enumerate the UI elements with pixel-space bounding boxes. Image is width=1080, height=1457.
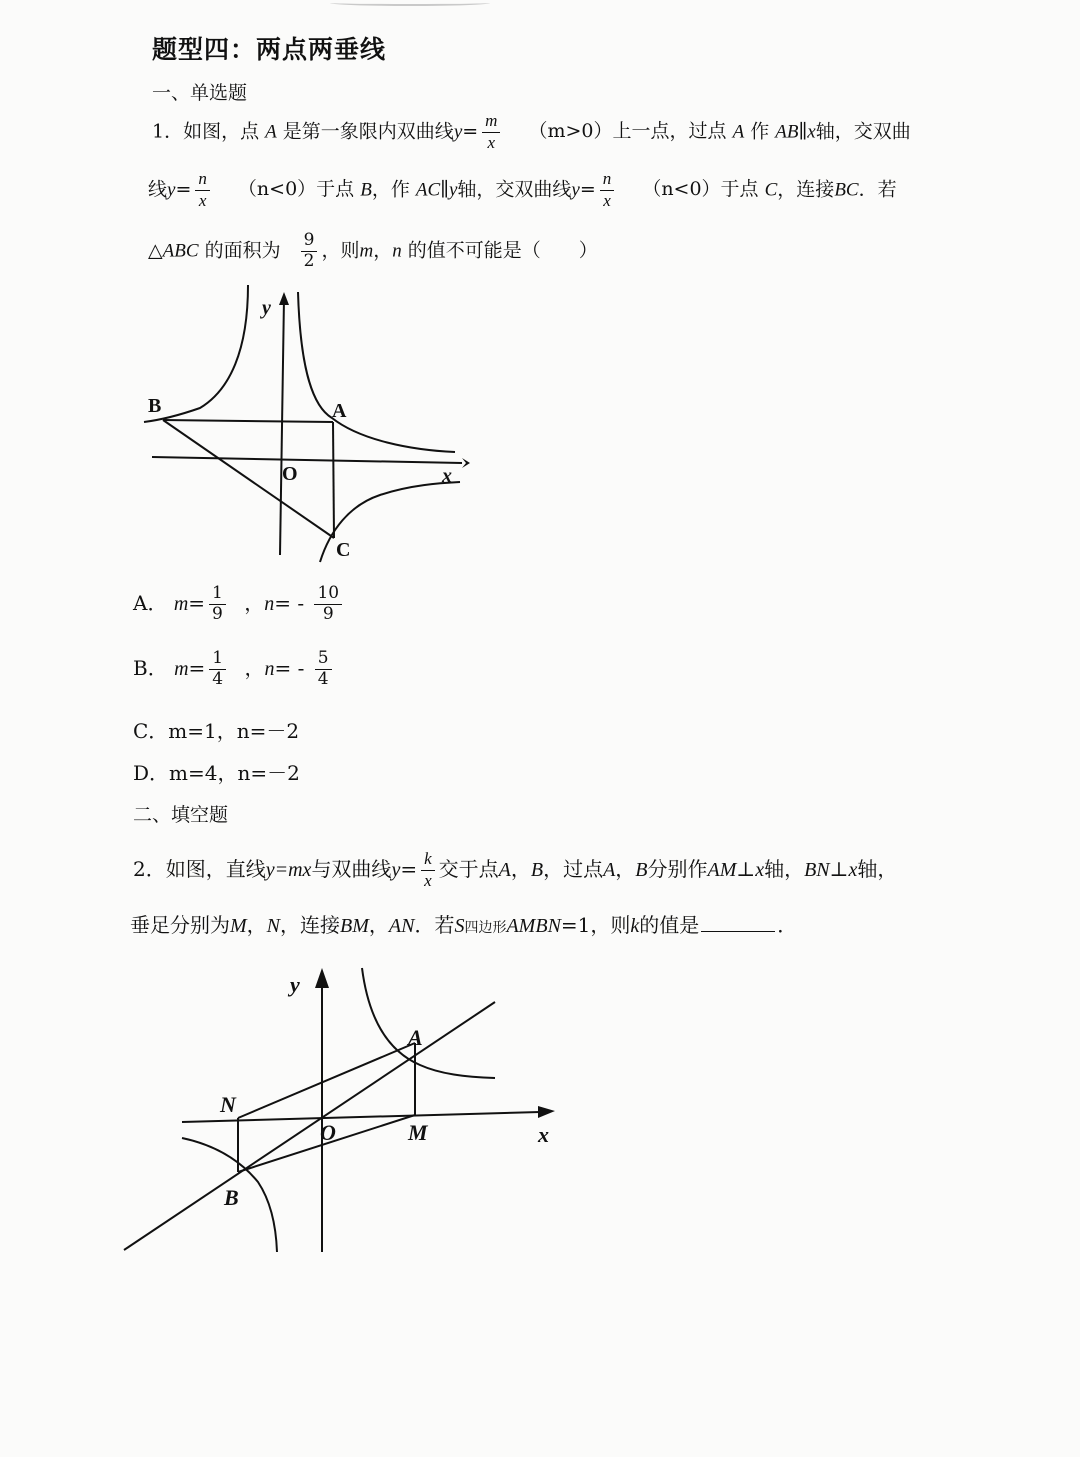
option-text: ， xyxy=(244,590,265,615)
q2-text: = xyxy=(400,856,418,881)
segment-AC xyxy=(333,422,334,538)
q1-var: ABC xyxy=(162,240,199,262)
q1-text: 轴，交双曲线 xyxy=(457,178,572,201)
q2-var: k xyxy=(630,915,640,937)
q1-text: 轴，交双曲 xyxy=(815,120,911,143)
q1-text: = xyxy=(175,178,192,201)
fig1-label-y: y xyxy=(262,297,271,319)
frac-num: n xyxy=(198,169,207,188)
fraction-9-over-2 xyxy=(301,232,318,271)
q1-var: AB xyxy=(775,121,799,143)
fraction-m-over-x xyxy=(482,112,500,153)
q2-text: ．若 xyxy=(414,913,455,937)
q2-var: A xyxy=(603,858,616,881)
option-var: m xyxy=(173,592,189,615)
option-var: n xyxy=(264,592,275,615)
frac-den: 9 xyxy=(322,603,334,624)
q1-var: y xyxy=(448,179,458,201)
option-text: = xyxy=(188,590,206,615)
q2-var: AM⊥x xyxy=(707,858,765,881)
q2-var: S xyxy=(454,915,465,937)
frac-num: 1 xyxy=(209,650,226,670)
q2-text: 轴， xyxy=(857,856,898,881)
fig2-label-M: M xyxy=(408,1120,428,1145)
option-text: ， xyxy=(244,655,265,680)
frac-den: 2 xyxy=(303,250,315,271)
q1-var: n xyxy=(392,240,402,262)
q2-var: y xyxy=(391,858,401,881)
q1-var: BC xyxy=(834,179,859,201)
q1-text: 线 xyxy=(148,178,168,201)
option-label: B． xyxy=(133,655,168,680)
fig1-label-B: B xyxy=(148,395,162,417)
q1-var: B xyxy=(360,179,372,201)
section-heading-fill-blank: 二、填空题 xyxy=(133,804,229,826)
fig2-label-x: x xyxy=(538,1122,549,1147)
frac-num: m xyxy=(485,111,498,130)
frac-den: 4 xyxy=(317,668,329,689)
question-1-line-2 xyxy=(148,170,897,211)
q1-text: = xyxy=(462,120,479,143)
q2-text: ， xyxy=(510,856,531,881)
q2-text: 交于点 xyxy=(438,856,499,881)
q2-text: 分别作 xyxy=(647,856,708,881)
question-1-line-1 xyxy=(152,112,911,153)
q1-var: AC xyxy=(415,179,441,201)
q1-var: y xyxy=(167,179,176,201)
frac-den: 9 xyxy=(212,603,223,624)
segment-BC xyxy=(163,420,334,538)
question-2-line-2 xyxy=(130,915,797,936)
q1-text: ∥ xyxy=(440,178,449,201)
q1-text: （m>0）上一点，过点 xyxy=(528,120,727,143)
q1-text: （n<0）于点 xyxy=(642,178,759,201)
frac-den: x xyxy=(603,190,611,210)
fig1-label-O: O xyxy=(282,463,298,485)
frac-num: 10 xyxy=(314,585,342,605)
x-axis-arrow xyxy=(538,1106,555,1118)
q1-text: 1．如图，点 xyxy=(152,120,260,143)
fig1-label-A: A xyxy=(332,400,347,422)
q1-text: = xyxy=(579,178,596,201)
option-label: A． xyxy=(133,590,168,615)
segment-AB xyxy=(163,420,333,422)
q1-text: （n<0）于点 xyxy=(237,178,355,201)
fraction xyxy=(315,650,332,689)
q2-var: B xyxy=(635,858,648,881)
q1-text: ∥ xyxy=(798,120,808,143)
q1-text: 的面积为 xyxy=(204,239,281,262)
q1-text: ，作 xyxy=(371,178,410,201)
answer-blank[interactable] xyxy=(701,931,775,932)
fraction xyxy=(209,585,226,624)
hyperbola-branch-first-quadrant xyxy=(362,968,495,1078)
fig2-label-B: B xyxy=(224,1185,239,1210)
fraction-n-over-x xyxy=(600,170,615,211)
q2-text: 2．如图，直线 xyxy=(133,856,266,881)
option-text: = xyxy=(188,655,206,680)
frac-num: 9 xyxy=(301,232,318,252)
q1-var: A xyxy=(265,121,277,143)
q1-var: A xyxy=(732,121,745,143)
x-axis xyxy=(152,457,462,463)
q1-text: 作 xyxy=(750,120,770,143)
q2-text: 垂足分别为 xyxy=(130,913,230,937)
x-axis-arrow xyxy=(462,458,470,468)
q1-text: 的值不可能是（ ） xyxy=(407,239,598,262)
fraction xyxy=(314,585,342,624)
q1-var: C xyxy=(764,179,778,201)
q1-var: y xyxy=(571,179,580,201)
q2-text: 轴， xyxy=(764,856,805,881)
q1-text: ，则 xyxy=(321,239,360,262)
q2-var: A xyxy=(498,858,511,881)
fraction xyxy=(209,650,226,689)
hyperbola-m-branch xyxy=(298,292,455,452)
fig2-label-A: A xyxy=(408,1025,423,1050)
q2-var: y=mx xyxy=(265,858,312,881)
fraction-n-over-x xyxy=(195,170,210,211)
q1-var: x xyxy=(807,121,816,143)
q2-text: =1，则 xyxy=(560,913,631,937)
frac-num: k xyxy=(424,849,432,868)
frac-num: n xyxy=(602,169,612,188)
option-var: m xyxy=(174,657,189,680)
figure-1-hyperbola-diagram xyxy=(130,280,490,580)
section-heading-single-choice: 一、单选题 xyxy=(152,82,248,104)
q2-var: N xyxy=(266,915,281,937)
option-A[interactable]: A． m= $\frac{1}{9}$ ，n= - $\frac{10}{9}$ xyxy=(133,585,346,624)
fig2-label-N: N xyxy=(220,1092,236,1117)
y-axis xyxy=(280,298,284,555)
q2-text: 的值是 xyxy=(639,913,700,937)
frac-num: 5 xyxy=(315,650,332,670)
q1-text: ．若 xyxy=(858,178,897,201)
q2-var: BN⊥x xyxy=(804,858,858,881)
q1-var: y xyxy=(453,121,463,143)
fig1-label-C: C xyxy=(336,539,351,561)
fig2-label-y: y xyxy=(290,972,300,997)
option-var: n xyxy=(264,657,275,680)
q2-var: BM xyxy=(340,915,369,937)
line-y-mx xyxy=(124,1002,495,1250)
q2-var: B xyxy=(530,858,544,881)
fig2-label-O: O xyxy=(320,1120,336,1145)
frac-den: x xyxy=(198,190,207,210)
q2-text: ， xyxy=(246,913,267,937)
q2-text: ， xyxy=(615,856,636,881)
option-text: = xyxy=(274,655,292,680)
q2-var: AMBN xyxy=(506,915,561,937)
q1-text: △ xyxy=(148,239,163,262)
frac-den: x xyxy=(487,132,496,152)
page-title: 题型四：两点两垂线 xyxy=(152,35,387,64)
q1-text: 是第一象限内双曲线 xyxy=(282,120,454,143)
fig1-label-x: x xyxy=(442,465,452,487)
y-axis-arrow xyxy=(315,968,329,988)
q2-text: ， xyxy=(368,913,389,937)
y-axis-arrow xyxy=(279,292,289,305)
q1-text: ， xyxy=(373,239,393,262)
question-2-line-1 xyxy=(133,850,897,891)
q2-text: ，过点 xyxy=(543,856,604,881)
q2-text: ． xyxy=(777,913,798,937)
figure-2-line-hyperbola-diagram xyxy=(110,960,570,1260)
q1-var: m xyxy=(359,240,374,262)
frac-num: 1 xyxy=(209,585,226,605)
option-D[interactable]: D．m=4，n=－2 xyxy=(133,761,300,785)
q2-text: 与双曲线 xyxy=(311,856,392,881)
q2-var: AN xyxy=(388,915,415,937)
option-B[interactable]: B． m= $\frac{1}{4}$ ，n= - $\frac{5}{4}$ xyxy=(133,650,336,689)
q2-text: ，连接 xyxy=(280,913,341,937)
fraction-k-over-x xyxy=(421,850,435,891)
frac-den: x xyxy=(424,870,432,890)
segment-AN xyxy=(238,1043,415,1118)
scan-artifact xyxy=(330,0,490,6)
option-text: = xyxy=(274,590,291,615)
frac-den: 4 xyxy=(212,668,224,689)
q1-text: ，连接 xyxy=(777,178,835,201)
q2-subscript: 四边形 xyxy=(464,920,507,936)
option-C[interactable]: C．m=1，n=－2 xyxy=(133,719,300,743)
question-1-line-3 xyxy=(148,232,598,271)
q2-var: M xyxy=(230,915,247,937)
